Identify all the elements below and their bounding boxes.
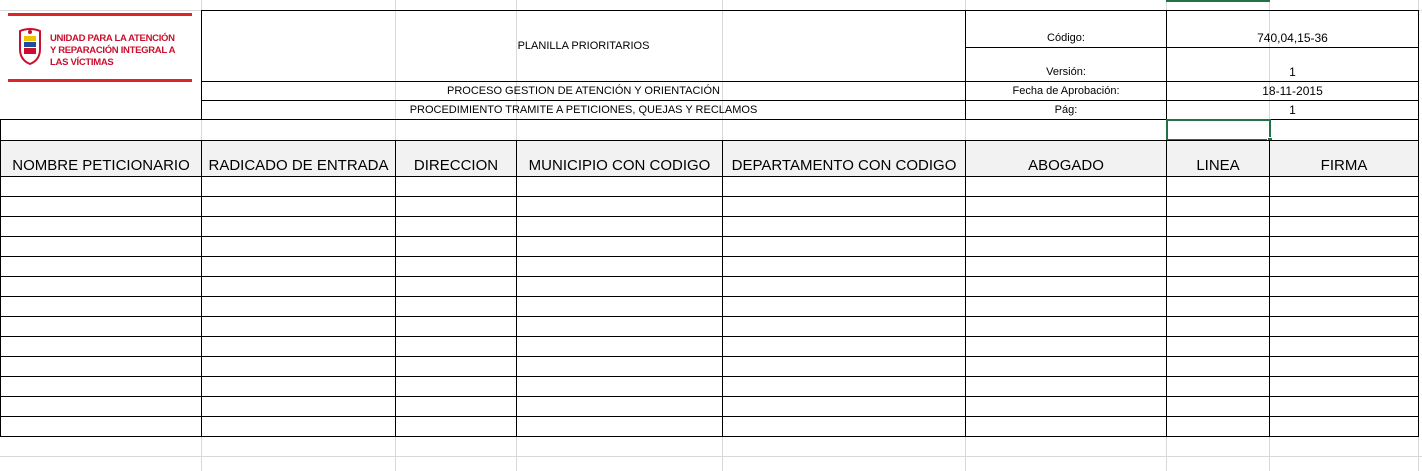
- approval-date-label[interactable]: Fecha de Aprobación:: [1012, 85, 1120, 97]
- code-label[interactable]: Código:: [1047, 31, 1085, 44]
- column-border: [201, 140, 202, 437]
- selected-cell[interactable]: [1166, 119, 1271, 141]
- logo-line-2: Y REPARACIÓN INTEGRAL A LAS VÍCTIMAS: [50, 45, 175, 68]
- column-border: [1418, 140, 1419, 437]
- column-header-abogado[interactable]: ABOGADO: [1028, 156, 1104, 174]
- gridline: [0, 456, 1422, 457]
- column-header-departamento[interactable]: DEPARTAMENTO CON CODIGO: [731, 156, 957, 174]
- row-border: [0, 336, 1419, 337]
- row-border: [0, 376, 1419, 377]
- procedure-name[interactable]: PROCEDIMIENTO TRAMITE A PETICIONES, QUEJAS Y RECLAMOS: [409, 104, 758, 116]
- column-header-firma[interactable]: FIRMA: [1320, 156, 1368, 174]
- column-header-direccion[interactable]: DIRECCION: [413, 156, 499, 174]
- row-border: [0, 316, 1419, 317]
- column-border: [1269, 140, 1270, 437]
- row-border: [0, 216, 1419, 217]
- version-label[interactable]: Versión:: [1046, 65, 1086, 78]
- logo-bottom-rule: [8, 79, 192, 82]
- column-header-radicado[interactable]: RADICADO DE ENTRADA: [208, 156, 389, 174]
- logo-top-rule: [8, 13, 192, 16]
- border: [1418, 10, 1419, 120]
- row-border: [0, 196, 1419, 197]
- column-border: [516, 140, 517, 437]
- logo: [8, 13, 192, 82]
- code-value[interactable]: 740,04,15-36: [1257, 30, 1328, 45]
- column-header-municipio[interactable]: MUNICIPIO CON CODIGO: [528, 156, 711, 174]
- row-border: [0, 296, 1419, 297]
- version-value[interactable]: 1: [1289, 64, 1296, 79]
- border: [0, 119, 1, 140]
- column-border: [722, 140, 723, 437]
- approval-date-value[interactable]: 18-11-2015: [1262, 84, 1323, 98]
- logo-line-1: UNIDAD PARA LA ATENCIÓN: [50, 33, 175, 44]
- document-title[interactable]: PLANILLA PRIORITARIOS: [517, 40, 650, 52]
- column-border: [0, 140, 1, 437]
- column-border: [1166, 140, 1167, 437]
- border: [0, 140, 1419, 141]
- page-value[interactable]: 1: [1289, 103, 1296, 117]
- column-selection-indicator: [1166, 0, 1270, 2]
- coat-of-arms-icon: [17, 27, 43, 65]
- row-border: [0, 436, 1419, 437]
- column-header-linea[interactable]: LINEA: [1196, 156, 1240, 174]
- row-border: [0, 416, 1419, 417]
- column-border: [965, 140, 966, 437]
- column-header-nombre[interactable]: NOMBRE PETICIONARIO: [12, 156, 190, 174]
- row-border: [0, 356, 1419, 357]
- row-border: [0, 276, 1419, 277]
- logo-text: [50, 33, 192, 69]
- row-border: [0, 236, 1419, 237]
- page-label[interactable]: Pág:: [1054, 104, 1078, 116]
- row-border: [0, 256, 1419, 257]
- row-border: [0, 396, 1419, 397]
- border: [1418, 119, 1419, 140]
- border: [965, 47, 1419, 48]
- column-border: [395, 140, 396, 437]
- process-name[interactable]: PROCESO GESTION DE ATENCIÓN Y ORIENTACIÓN: [446, 85, 720, 97]
